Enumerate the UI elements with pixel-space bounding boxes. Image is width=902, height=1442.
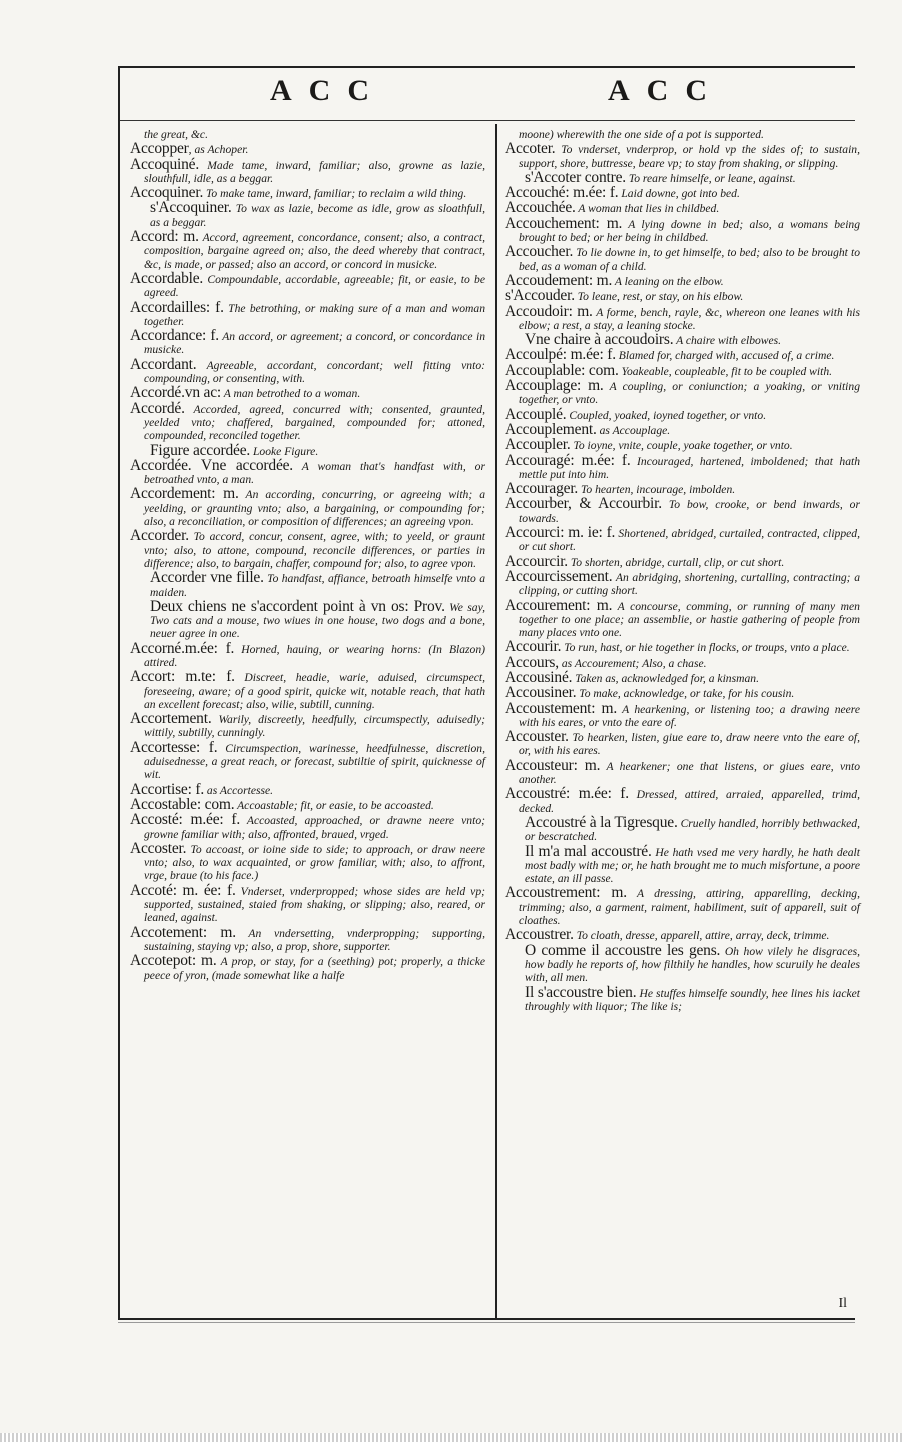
entry-definition: To make, acknowledge, or take, for his cousin. xyxy=(576,687,795,701)
entry-definition: To hearten, incourage, imbolden. xyxy=(578,483,736,497)
entry-definition: An according, concurring, or agreeing with; a yeelding, or graunting vnto; also, a bargaining, or compounding for; also, a reconciliation, or composition of differences; an agreeing vpon. xyxy=(144,488,485,529)
dictionary-entry xyxy=(130,441,485,459)
entry-headword: Vne chaire à accoudoirs. xyxy=(525,331,674,349)
entry-headword: Accourement: m. xyxy=(505,596,613,614)
dictionary-entry xyxy=(505,596,860,640)
entry-headword: Accoudoir: m. xyxy=(505,302,593,320)
entry-definition: A hearkener; one that listens, or giues eare, vnto another. xyxy=(519,759,860,787)
dictionary-entry xyxy=(505,686,860,700)
entry-headword: Accourager. xyxy=(505,480,579,498)
entry-definition: To bow, crooke, or bend inwards, or towards. xyxy=(519,498,860,525)
dictionary-entry xyxy=(130,712,485,740)
dictionary-entry xyxy=(505,186,860,200)
entry-definition: Agreeable, accordant, concordant; well fitting vnto: compounding, or consenting, with. xyxy=(144,358,485,386)
entry-definition: the great, &c. xyxy=(144,128,208,141)
entry-headword: Accouplage: m. xyxy=(505,377,604,395)
dictionary-entry xyxy=(505,201,860,215)
entry-headword: Accours, xyxy=(505,653,559,671)
entry-headword: Accorné.m.ée: f. xyxy=(130,639,235,657)
dictionary-entry xyxy=(130,155,485,186)
entry-headword: Accosté: m.ée: f. xyxy=(130,811,241,829)
dictionary-entry xyxy=(505,168,860,186)
entry-headword: Accoquiné. xyxy=(130,155,200,173)
entry-definition: Incouraged, hartened, imboldened; that hath mettle put into him. xyxy=(519,454,861,481)
entry-headword: Accoté: m. ée: f. xyxy=(130,881,236,899)
entry-definition: A man betrothed to a woman. xyxy=(221,387,361,401)
page-frame xyxy=(118,66,861,1320)
entry-headword: Accourber, & Accourbir. xyxy=(505,495,662,513)
entry-definition: To ioyne, vnite, couple, yoake together, or vnto. xyxy=(570,439,793,453)
entry-headword: Accouchement: m. xyxy=(505,214,623,232)
entry-headword: Accourci: m. ie: f. xyxy=(505,524,616,542)
entry-definition: Discreet, headie, warie, aduised, circumspect, foreseeing, aware; of a good spirit, quicke wit, notable reach, that hath an excellent forecast; also, wilie, subtill, cunning. xyxy=(144,671,485,711)
dictionary-entry xyxy=(130,571,485,599)
entry-definition: Taken as, acknowledged for, a kinsman. xyxy=(572,671,759,685)
entry-definition: To lie downe in, to get himselfe, to bed; also to be brought to bed, as a woman of a child. xyxy=(519,246,860,273)
dictionary-entry xyxy=(130,329,485,357)
entry-definition: Oh how vilely he disgraces, how badly he reports of, how filthily he handles, how scuruily he deales with, all men. xyxy=(525,944,861,985)
dictionary-entry xyxy=(505,497,860,525)
dictionary-entry xyxy=(130,639,486,670)
entry-definition: Yoakeable, coupleable, fit to be coupled with. xyxy=(618,364,833,378)
dictionary-entry xyxy=(505,756,860,787)
entry-headword: Accortise: f. xyxy=(130,780,205,798)
left-column xyxy=(130,128,485,983)
dictionary-entry xyxy=(505,142,860,170)
dictionary-entry xyxy=(130,186,485,200)
entry-definition: To accord, concur, consent, agree, with; to yeeld, or graunt vnto; also, to attone, compound, reconcile differences, or parties in difference; also, to bargain, chaffer, compound for; also, to agree vpon. xyxy=(144,530,485,570)
entry-headword: Accouplable: com. xyxy=(505,361,619,379)
entry-headword: Accordailles: f. xyxy=(130,298,224,316)
entry-definition: Vnderset, vnderpropped; whose sides are held vp; supported, sustained, staied from shaking, or slipping; also, reared, or leaned, against. xyxy=(144,884,485,925)
entry-definition: Compoundable, accordable, agreeable; fit, or easie, to be agreed. xyxy=(144,272,485,300)
dictionary-entry xyxy=(505,333,860,347)
dictionary-entry xyxy=(505,214,861,245)
entry-definition: He hath vsed me very hardly, he hath dealt most badly with me; or, he hath brought me to much misfortune, a poore estate, an ill passe. xyxy=(525,845,861,886)
entry-definition: A woman that's handfast with, or betroathed vnto, a man. xyxy=(144,459,485,487)
entry-headword: Il m'a mal accoustré. xyxy=(525,842,652,860)
entry-definition: He stuffes himselfe soundly, hee lines his iacket throughly with liquor; The like is; xyxy=(525,986,860,1013)
entry-definition: A leaning on the elbow. xyxy=(612,274,724,288)
entry-headword: Accouragé: m.ée: f. xyxy=(505,451,631,469)
dictionary-entry xyxy=(130,780,485,798)
dictionary-entry xyxy=(505,699,861,730)
entry-headword: Accouplement. xyxy=(505,420,597,438)
dictionary-entry xyxy=(130,881,485,925)
running-head-right: ACC xyxy=(608,74,724,107)
bottom-rule xyxy=(118,1322,855,1323)
entry-headword: Accorder. xyxy=(130,527,189,545)
entry-headword: Accourcir. xyxy=(505,552,568,570)
entry-definition: Dressed, attired, arraied, apparelled, trimd, decked. xyxy=(519,788,860,815)
entry-headword: Accoustré: m.ée: f. xyxy=(505,785,629,803)
signature-mark: Il xyxy=(838,1296,847,1311)
entry-headword: Accort: m.te: f. xyxy=(130,668,235,686)
entry-headword: Accousteur: m. xyxy=(505,756,601,774)
entry-definition: , as Achoper. xyxy=(188,143,249,157)
entry-definition: A dressing, attiring, apparelling, decking, trimming; also, a garment, raiment, habiliment, suit of apparell, suit of cloathes. xyxy=(519,887,860,928)
entry-definition: To shorten, abridge, curtall, clip, or cut short. xyxy=(567,555,785,569)
entry-headword: s'Accoquiner. xyxy=(150,199,232,217)
entry-definition: An vndersetting, vnderpropping; supporting, sustaining, staying vp; also, a prop, shore, supporter. xyxy=(144,926,485,953)
entry-headword: Accordance: f. xyxy=(130,327,219,345)
entry-definition: Blamed for, charged with, accused of, a crime. xyxy=(615,349,835,363)
entry-definition: A coupling, or coniunction; a yoaking, or vniting together, or vnto. xyxy=(519,380,860,407)
dictionary-entry xyxy=(505,886,860,927)
dictionary-entry xyxy=(130,128,485,141)
entry-definition: A lying downe in bed; also, a womans being brought to bed; or her being in childbed. xyxy=(519,217,861,245)
entry-headword: Accouplé. xyxy=(505,405,567,423)
entry-headword: s'Accouder. xyxy=(505,287,575,305)
entry-headword: Accoster. xyxy=(130,839,187,857)
entry-headword: Accousiné. xyxy=(505,668,573,686)
entry-definition: moone) wherewith the one side of a pot is supported. xyxy=(519,128,764,141)
entry-headword: Accoucher. xyxy=(505,243,574,261)
entry-definition: Accorded, agreed, concurred with; consented, graunted, yeelded vnto; chaffered, bargained, compounded for; attoned, compounded, reconciled together. xyxy=(144,402,485,443)
entry-definition: A concourse, comming, or running of many men together to one place; an assemblie, or hastie gathering of people from many places vnto one. xyxy=(519,599,860,640)
entry-definition: Horned, hauing, or wearing horns: (In Blazon) attired. xyxy=(144,642,486,669)
entry-definition: Warily, discreetly, heedfully, circumspectly, aduisedly; wittily, subtilly, cunningly. xyxy=(144,713,485,740)
entry-definition: Accoastable; fit, or easie, to be accoasted. xyxy=(234,798,434,812)
scan-edge xyxy=(0,1433,902,1442)
dictionary-entry xyxy=(505,379,860,407)
entry-definition: Laid downe, got into bed. xyxy=(618,187,740,201)
dictionary-entry xyxy=(130,355,485,386)
dictionary-entry xyxy=(505,730,860,758)
entry-definition: The betrothing, or making sure of a man and woman together. xyxy=(144,301,486,328)
entry-headword: Figure accordée. xyxy=(150,441,251,459)
dictionary-entry xyxy=(130,487,485,528)
dictionary-entry xyxy=(505,420,860,438)
entry-definition: To hearken, listen, giue eare to, draw neere vnto the eare of, or, with his eares. xyxy=(519,731,860,758)
entry-definition: To make tame, inward, familiar; to reclaim a wild thing. xyxy=(203,187,467,201)
entry-headword: Accouché: m.ée: f. xyxy=(505,184,619,202)
entry-definition: To run, hast, or hie together in flocks, or troups, vnto a place. xyxy=(561,641,850,655)
entry-headword: Accoustement: m. xyxy=(505,699,618,717)
entry-headword: Accoustrement: m. xyxy=(505,884,627,902)
entry-headword: Accostable: com. xyxy=(130,795,235,813)
dictionary-entry xyxy=(505,842,861,886)
entry-definition: To leane, rest, or stay, on his elbow. xyxy=(574,290,744,304)
entry-definition: as Accouplage. xyxy=(596,423,671,437)
dictionary-entry xyxy=(130,386,485,400)
dictionary-entry xyxy=(505,983,860,1014)
dictionary-entry xyxy=(130,230,485,271)
dictionary-entry xyxy=(130,529,485,570)
entry-definition: as Accourement; Also, a chase. xyxy=(558,656,707,670)
entry-headword: Accouchée. xyxy=(505,199,576,217)
entry-headword: Accordant. xyxy=(130,355,197,373)
dictionary-entry xyxy=(505,271,860,289)
dictionary-entry xyxy=(505,813,860,844)
entry-definition: To cloath, dresse, apparell, attire, array, deck, trimme. xyxy=(573,929,830,943)
dictionary-entry xyxy=(505,941,861,985)
dictionary-entry xyxy=(130,456,485,487)
dictionary-entry xyxy=(130,839,485,883)
dictionary-entry xyxy=(130,201,485,229)
entry-definition: An accord, or agreement; a concord, or concordance in musicke. xyxy=(144,330,485,357)
entry-definition: A chaire with elbowes. xyxy=(673,334,782,348)
entry-headword: Accotement: m. xyxy=(130,923,236,941)
dictionary-entry xyxy=(130,813,485,841)
entry-definition: To handfast, affiance, betroath himselfe vnto a maiden. xyxy=(150,572,485,599)
dictionary-entry xyxy=(505,348,860,362)
dictionary-entry xyxy=(505,451,861,482)
entry-definition: Coupled, yoaked, ioyned together, or vnto. xyxy=(566,408,767,422)
entry-headword: Accordé.vn ac: xyxy=(130,384,222,402)
dictionary-entry xyxy=(505,640,860,654)
dictionary-entry xyxy=(130,738,485,782)
dictionary-entry xyxy=(130,954,485,982)
entry-definition: To accoast, or ioine side to side; to approach, or draw neere vnto; also, to wax acquainted, or grow familiar, with; also, to affront, vrge, braue (to his face.) xyxy=(144,842,485,883)
entry-definition: Accord, agreement, concordance, consent; also, a contract, composition, bargaine agreed on; also, the deed whereby that contract, &c, is made, or passed; also an accord, or concord in musicke. xyxy=(144,231,485,271)
entry-definition: A woman that lies in childbed. xyxy=(575,202,720,216)
entry-headword: Accoudement: m. xyxy=(505,271,613,289)
dictionary-entry xyxy=(505,668,860,686)
dictionary-entry xyxy=(130,399,485,443)
entry-headword: Accoquiner. xyxy=(130,184,204,202)
entry-definition: We say, Two cats and a mouse, two wiues in one house, two dogs and a bone, neuer agree in one. xyxy=(150,600,485,641)
entry-definition: To wax as lazie, become as idle, grow as sloathfull, as a beggar. xyxy=(150,202,485,229)
entry-definition: A prop, or stay, for a (seething) pot; properly, a thicke peece of yron, (made somewhat like a halfe xyxy=(144,955,485,982)
entry-headword: Accordé. xyxy=(130,399,185,417)
entry-headword: Accordable. xyxy=(130,269,204,287)
entry-headword: O comme il accoustre les gens. xyxy=(525,941,721,959)
dictionary-entry xyxy=(130,142,485,156)
column-divider xyxy=(495,124,497,1318)
entry-headword: Accordée. Vne accordée. xyxy=(130,456,293,474)
running-head-left: ACC xyxy=(270,74,386,107)
dictionary-entry xyxy=(130,670,485,711)
dictionary-entry xyxy=(505,552,860,570)
entry-definition: A forme, bench, rayle, &c, whereon one leanes with his elbow; a rest, a stay, a leaning stocke. xyxy=(519,305,860,332)
entry-definition: To reare himselfe, or leane, against. xyxy=(625,171,796,185)
dictionary-entry xyxy=(505,482,860,496)
entry-definition: Cruelly handled, horribly bethwacked, or bescratched. xyxy=(525,816,860,844)
entry-headword: Accoulpé: m.ée: f. xyxy=(505,346,616,364)
entry-headword: Accouster. xyxy=(505,728,569,746)
dictionary-entry xyxy=(505,928,860,942)
dictionary-entry xyxy=(130,795,485,813)
dictionary-entry xyxy=(505,361,860,379)
right-column xyxy=(505,128,860,1014)
entry-headword: Accord: m. xyxy=(130,228,199,246)
entry-headword: Accousiner. xyxy=(505,684,577,702)
entry-definition: Made tame, inward, familiar; also, growne as lazie, slouthfull, idle, as a beggar. xyxy=(144,158,485,185)
dictionary-entry xyxy=(505,405,860,423)
entry-definition: Accoasted, approached, or drawne neere vnto; growne familiar with; also, affronted, braued, vrged. xyxy=(144,814,485,841)
entry-headword: Accopper xyxy=(130,140,189,158)
dictionary-entry xyxy=(505,653,860,671)
dictionary-entry xyxy=(505,438,860,452)
entry-headword: Accotepot: m. xyxy=(130,952,217,970)
entry-headword: Deux chiens ne s'accordent point à vn os: Prov. xyxy=(150,597,445,615)
entry-headword: s'Accoter contre. xyxy=(525,168,626,186)
dictionary-entry xyxy=(505,787,860,815)
dictionary-entry xyxy=(505,128,860,141)
entry-definition: A hearkening, or listening too; a drawing neere with his eares, or vnto the eare of. xyxy=(519,702,861,729)
entry-headword: Accortement. xyxy=(130,710,212,728)
dictionary-entry xyxy=(505,289,860,303)
entry-headword: Il s'accoustre bien. xyxy=(525,983,637,1001)
entry-headword: Accoter. xyxy=(505,140,556,158)
dictionary-entry xyxy=(505,245,860,273)
entry-headword: Accordement: m. xyxy=(130,485,239,503)
entry-headword: Accoustré à la Tigresque. xyxy=(525,813,678,831)
entry-definition: Looke Figure. xyxy=(250,444,319,458)
dictionary-entry xyxy=(130,597,485,641)
entry-headword: Accourcissement. xyxy=(505,567,613,585)
entry-definition: To vnderset, vnderprop, or hold vp the sides of; to sustain, support, shore, buttresse, beare vp; to stay from shaking, or slipping. xyxy=(519,143,860,170)
entry-headword: Accoustrer. xyxy=(505,926,574,944)
entry-headword: Accoupler. xyxy=(505,436,571,454)
dictionary-entry xyxy=(130,923,485,954)
dictionary-entry xyxy=(505,302,860,333)
entry-headword: Accorder vne fille. xyxy=(150,569,264,587)
dictionary-entry xyxy=(505,526,860,554)
entry-definition: Shortened, abridged, curtailed, contracted, clipped, or cut short. xyxy=(519,527,860,554)
dictionary-entry xyxy=(130,269,485,300)
entry-headword: Accortesse: f. xyxy=(130,738,218,756)
entry-headword: Accourir. xyxy=(505,638,562,656)
dictionary-entry xyxy=(505,567,860,598)
entry-definition: Circumspection, warinesse, heedfulnesse, discretion, aduisednesse, a great reach, or forecast, subtiltie of spirit, quicknesse of wit. xyxy=(144,741,485,782)
entry-definition: as Accortesse. xyxy=(204,783,274,797)
dictionary-entry xyxy=(130,298,486,329)
entry-definition: An abridging, shortening, curtalling, contracting; a clipping, or cutting short. xyxy=(519,570,860,598)
page-header xyxy=(120,68,855,121)
